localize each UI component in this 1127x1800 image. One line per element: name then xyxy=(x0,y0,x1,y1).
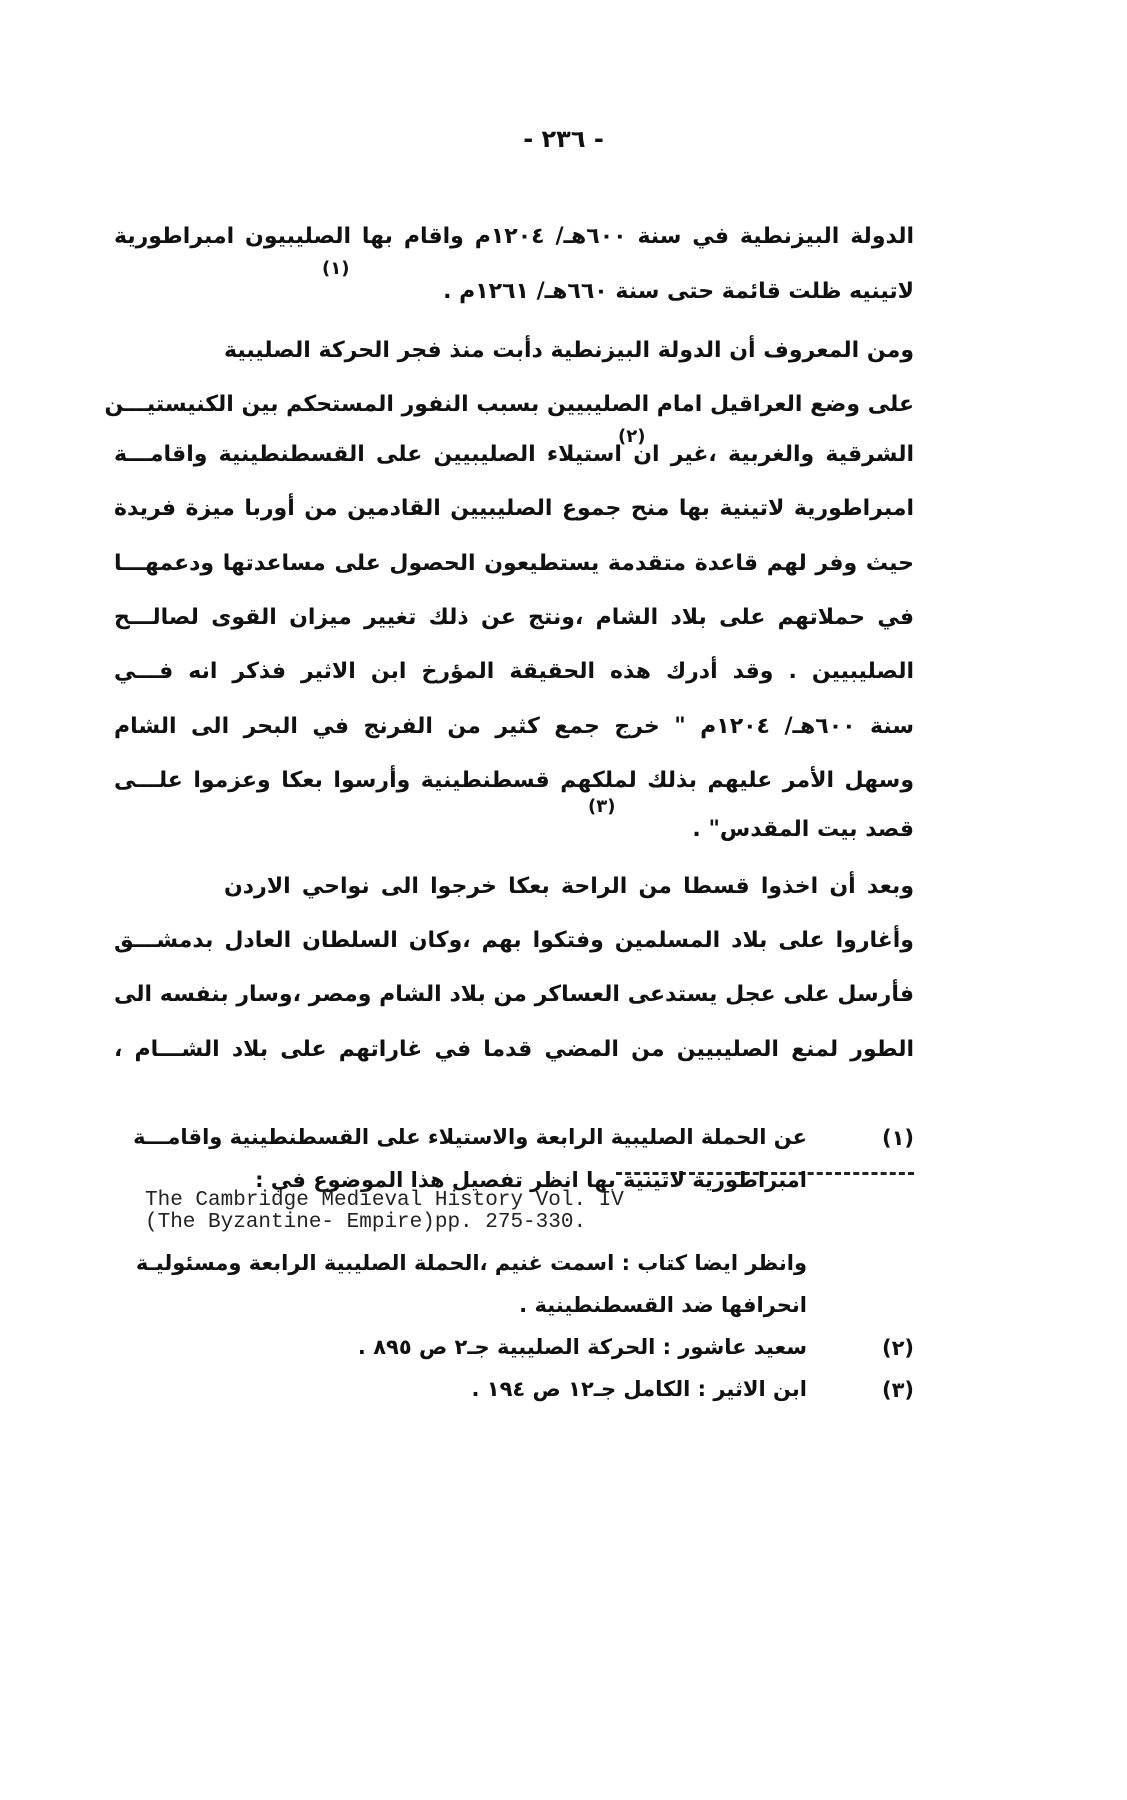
body-line: ومن المعروف أن الدولة البيزنطية دأبت منذ فجر الحركة الصليبية xyxy=(224,338,914,363)
footnote-text: عن الحملة الصليبية الرابعة والاستيلاء على القسطنطينية واقامـــة xyxy=(133,1125,807,1149)
footnote-text: ابن الاثير : الكامل جـ١٢ ص ١٩٤ . xyxy=(471,1377,807,1401)
footnote-ref-2: (٢) xyxy=(618,426,646,447)
body-line: الصليبيين . وقد أدرك هذه الحقيقة المؤرخ ابن الاثير فذكر انه فـــي xyxy=(114,659,914,684)
footnote-ref-1: (١) xyxy=(322,258,350,279)
body-line: الطور لمنع الصليبيين من المضي قدما في غاراتهم على بلاد الشـــام ، xyxy=(114,1037,914,1062)
footnote-text: امبراطورية لاتينية بها انظر تفصيل هذا الموضوع في : xyxy=(255,1168,807,1192)
body-line: وبعد أن اخذوا قسطا من الراحة بعكا خرجوا الى نواحي الاردن xyxy=(224,874,914,899)
body-line: وأغاروا على بلاد المسلمين وفتكوا بهم ،وكان السلطان العادل بدمشـــق xyxy=(114,928,914,953)
footnote-ref-3: (٣) xyxy=(588,796,616,817)
body-line: لاتينيه ظلت قائمة حتى سنة ٦٦٠هـ/ ١٢٦١م . xyxy=(443,279,914,304)
footnote-text: انحرافها ضد القسطنطينية . xyxy=(519,1293,807,1317)
body-line: قصد بيت المقدس" . xyxy=(692,817,914,842)
body-line: في حملاتهم على بلاد الشام ،ونتج عن ذلك تغيير ميزان القوى لصالـــح xyxy=(114,605,914,630)
footnote-english-citation: The Cambridge Medieval History Vol. IV xyxy=(145,1189,624,1212)
body-line: فأرسل على عجل يستدعى العساكر من بلاد الشام ومصر ،وسار بنفسه الى xyxy=(114,982,914,1007)
footnote-text: وانظر ايضا كتاب : اسمت غنيم ،الحملة الصليبية الرابعة ومسئوليـة xyxy=(135,1251,807,1275)
footnote-number: (١) xyxy=(881,1126,914,1150)
footnote-text: سعيد عاشور : الحركة الصليبية جـ٢ ص ٨٩٥ . xyxy=(357,1335,807,1359)
body-line: الدولة البيزنطية في سنة ٦٠٠هـ/ ١٢٠٤م واقام بها الصليبيون امبراطورية xyxy=(114,224,915,249)
footnote-english-citation: (The Byzantine- Empire)pp. 275-330. xyxy=(145,1211,587,1234)
footnote-number: (٢) xyxy=(881,1336,914,1360)
page-number: - ٢٣٦ - xyxy=(523,125,604,153)
body-line: الشرقية والغربية ،غير ان استيلاء الصليبيين على القسطنطينية واقامـــة xyxy=(114,442,914,467)
body-line: على وضع العراقيل امام الصليبيين بسبب النفور المستحكم بين الكنيستيـــن xyxy=(104,392,914,417)
body-line: سنة ٦٠٠هـ/ ١٢٠٤م " خرج جمع كثير من الفرنج في البحر الى الشام xyxy=(114,714,915,739)
body-line: حيث وفر لهم قاعدة متقدمة يستطيعون الحصول على مساعدتها ودعمهـــا xyxy=(114,551,914,576)
footnote-number: (٣) xyxy=(881,1378,914,1402)
body-line: وسهل الأمر عليهم بذلك لملكهم قسطنطينية وأرسوا بعكا وعزموا علـــى xyxy=(114,768,914,793)
body-line: امبراطورية لاتينية بها منح جموع الصليبيين القادمين من أوربا ميزة فريدة xyxy=(114,496,914,521)
